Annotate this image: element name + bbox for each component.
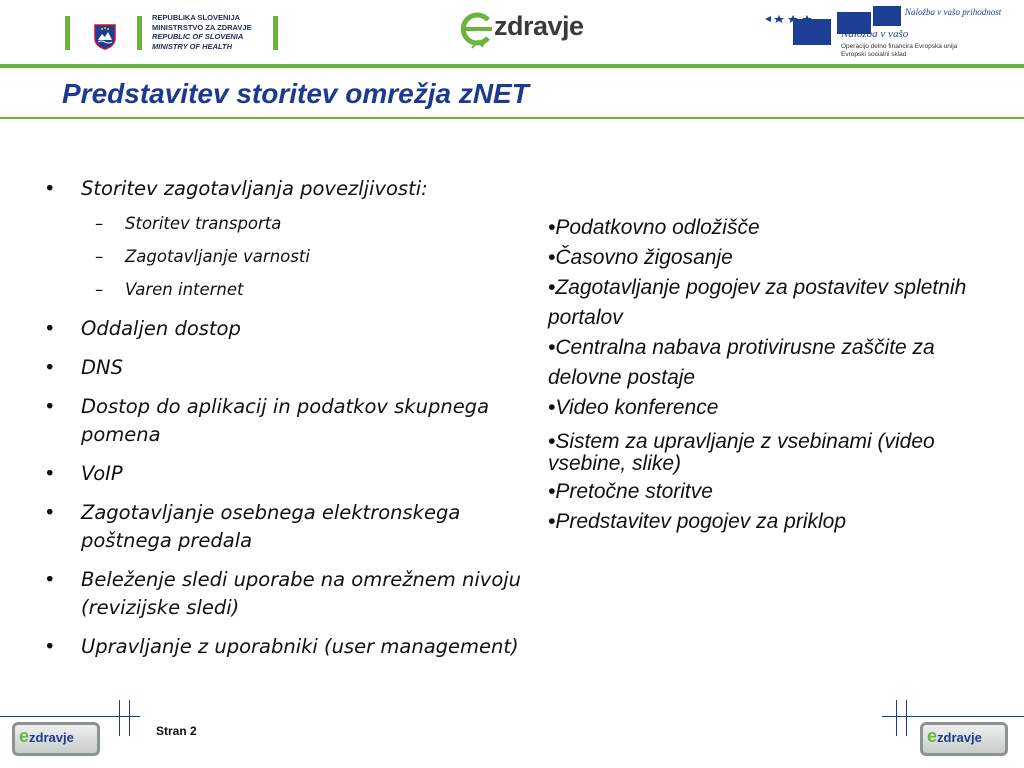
footer-rule (906, 700, 907, 736)
sub-list-item (40, 212, 540, 236)
footer-logo-e-icon: e (19, 726, 30, 746)
list-item: •Sistem za upravljanje z vsebinami (video vsebine, slike) (548, 430, 935, 475)
ministry-line: REPUBLIKA SLOVENIJA (152, 13, 241, 22)
bullet-icon: • (44, 635, 56, 658)
list-item: •Podatkovno odložišče (548, 216, 760, 239)
sub-list-item-text: Zagotavljanje varnosti (125, 247, 310, 266)
eu-slogan: Naložba v vašo prihodnost (905, 7, 1002, 17)
footer-rule (882, 716, 1024, 717)
page-number: Stran 2 (156, 724, 197, 738)
dash-icon: – (95, 214, 104, 233)
header-green-bar (273, 16, 278, 50)
footer-logo-right (920, 722, 1008, 756)
list-item: •Predstavitev pogojev za priklop (548, 510, 847, 533)
footer-logo-text: zdravje (29, 730, 74, 745)
right-bullet-list (548, 213, 988, 537)
slovenia-crest-icon (94, 24, 116, 50)
list-item-text: VoIP (81, 462, 123, 485)
list-item (40, 315, 540, 343)
footer-rule (896, 700, 897, 736)
list-item-text: Oddaljen dostop (81, 317, 241, 340)
eu-note-line: Operacijo delno financira Evropska unija (841, 43, 958, 50)
list-item-text: Dostop do aplikacij in podatkov skupnega pomena (81, 395, 490, 446)
sub-list-item (40, 278, 540, 302)
ministry-text (152, 13, 252, 51)
eu-flag-icon (793, 19, 831, 45)
left-bullet-list (40, 175, 540, 661)
list-item: •Video konference (548, 396, 719, 419)
list-item-text: DNS (81, 356, 123, 379)
list-item (40, 393, 540, 449)
ezdravje-logo-e-icon (458, 8, 498, 52)
list-item: •Zagotavljanje pogojev za postavitev spletnih portalov (548, 276, 967, 329)
bullet-icon: • (44, 317, 56, 340)
list-item (40, 566, 540, 622)
footer-logo-e-icon: e (927, 726, 938, 746)
bullet-icon: • (44, 568, 56, 591)
title-divider (0, 117, 1024, 119)
slide-title: Predstavitev storitev omrežja zNET (62, 78, 529, 109)
dash-icon: – (95, 247, 104, 266)
list-item-text: Zagotavljanje osebnega elektronskega poštnega predala (81, 501, 461, 552)
list-item-text: Beleženje sledi uporabe na omrežnem nivoju (revizijske sledi) (81, 568, 522, 619)
bullet-icon: • (44, 462, 56, 485)
list-item: •Pretočne storitve (548, 480, 713, 503)
footer-logo-text: zdravje (937, 730, 982, 745)
eu-note (841, 43, 957, 59)
list-item: •Centralna nabava protivirusne zaščite za delovne postaje (548, 336, 935, 389)
footer-rule (119, 700, 120, 736)
list-item (40, 175, 540, 203)
ministry-line: MINISTRY OF HEALTH (152, 41, 233, 51)
sub-list-item-text: Storitev transporta (125, 214, 282, 233)
eu-slogan: Naložba v vašo (841, 28, 909, 40)
eu-flag-icon (873, 6, 901, 26)
ezdravje-logo (458, 8, 593, 52)
sub-list-item-text: Varen internet (125, 280, 244, 299)
ezdravje-logo-text: zdravje (494, 11, 584, 41)
list-item (40, 499, 540, 555)
sub-list-item (40, 245, 540, 269)
footer-logo-left (12, 722, 100, 756)
list-item: •Časovno žigosanje (548, 246, 733, 269)
dash-icon: – (95, 280, 104, 299)
eu-note-line: Evropski socialni sklad (841, 51, 907, 58)
list-item-text: Upravljanje z uporabniki (user management) (81, 635, 519, 658)
header-green-bar (65, 16, 70, 50)
ministry-line: REPUBLIC OF SLOVENIA (152, 32, 244, 41)
list-item (40, 633, 540, 661)
slide-header (0, 0, 1024, 62)
list-item (40, 460, 540, 488)
list-item (40, 354, 540, 382)
header-divider (0, 64, 1024, 68)
bullet-icon: • (44, 356, 56, 379)
ministry-line: MINISTRSTVO ZA ZDRAVJE (152, 22, 252, 32)
footer-rule (129, 700, 130, 736)
eu-funding-logos (765, 6, 1020, 60)
bullet-icon: • (44, 501, 56, 524)
bullet-icon: • (44, 395, 56, 418)
bullet-icon: • (44, 177, 56, 200)
list-item-text: Storitev zagotavljanja povezljivosti: (81, 177, 428, 200)
header-green-bar (137, 16, 142, 50)
